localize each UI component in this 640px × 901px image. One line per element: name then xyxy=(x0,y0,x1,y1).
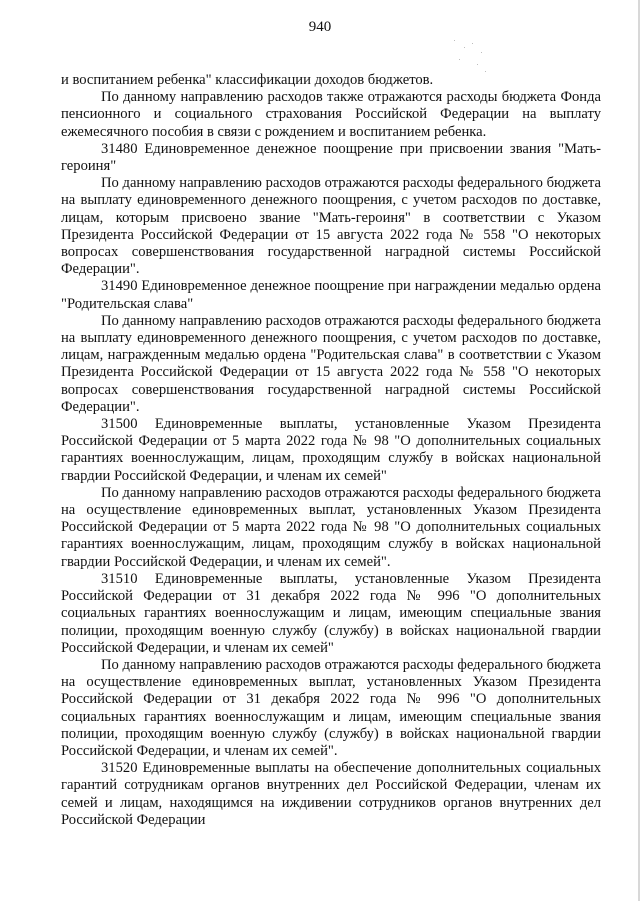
heading-31520: 31520 Единовременные выплаты на обеспечение дополнительных социальных гарантий сотрудникам органов внутренних дел Российской Федерации, членам их семей и лицам, находящимся на иждивении сотрудников органов внутренних дел Российской Федерации xyxy=(61,760,601,828)
heading-31500: 31500 Единовременные выплаты, установленные Указом Президента Российской Федерации от 5 марта 2022 года № 98 "О дополнительных социальных гарантиях военнослужащим, лицам, проходящим службу в войсках национальной гвардии Российской Федерации, и членам их семей" xyxy=(61,416,601,484)
paragraph-continuation: и воспитанием ребенка" классификации доходов бюджетов. xyxy=(61,72,434,88)
document-body xyxy=(61,72,601,829)
paragraph-31500-description: По данному направлению расходов отражаются расходы федерального бюджета на осуществление единовременных выплат, установленных Указом Президента Российской Федерации от 5 марта 2022 года № 98 "О дополнительных социальных гарантиях военнослужащим, лицам, проходящим службу в войсках национальной гвардии Российской Федерации, и членам их семей". xyxy=(61,484,601,570)
paragraph-31510-description: По данному направлению расходов отражаются расходы федерального бюджета на осуществление единовременных выплат, установленных Указом Президента Российской Федерации от 31 декабря 2022 года № 996 "О дополнительных социальных гарантиях военнослужащим и лицам, имеющим специальные звания полиции, проходящим военную службу (службу) в войсках национальной гвардии Российской Федерации, и членам их семей". xyxy=(61,656,601,759)
paragraph-31490-description: По данному направлению расходов отражаются расходы федерального бюджета на выплату единовременного денежного поощрения, с учетом расходов по доставке, лицам, награжденным медалью ордена "Родительская слава" в соответствии с Указом Президента Российской Федерации от 15 августа 2022 года № 558 "О некоторых вопросах совершенствования государственной наградной системы Российской Федерации". xyxy=(61,312,601,415)
page-number: 940 xyxy=(308,19,332,35)
paragraph-fund-pension-expenses: По данному направлению расходов также отражаются расходы бюджета Фонда пенсионного и социального страхования Российской Федерации на выплату ежемесячного пособия в связи с рождением и воспитанием ребенка. xyxy=(61,89,601,140)
heading-31480: 31480 Единовременное денежное поощрение при присвоении звания "Мать-героиня" xyxy=(61,140,601,175)
paragraph-31480-description: По данному направлению расходов отражаются расходы федерального бюджета на выплату единовременного денежного поощрения, с учетом расходов по доставке, лицам, которым присвоено звание "Мать-героиня" в соответствии с Указом Президента Российской Федерации от 15 августа 2022 года № 558 "О некоторых вопросах совершенствования государственной наградной системы Российской Федерации". xyxy=(61,175,601,278)
heading-31510: 31510 Единовременные выплаты, установленные Указом Президента Российской Федерации от 31 декабря 2022 года № 996 "О дополнительных социальных гарантиях военнослужащим и лицам, имеющим специальные звания полиции, проходящим военную службу (службу) в войсках национальной гвардии Российской Федерации, и членам их семей" xyxy=(61,570,601,656)
heading-31490: 31490 Единовременное денежное поощрение при награждении медалью ордена "Родительская слава" xyxy=(61,278,601,312)
